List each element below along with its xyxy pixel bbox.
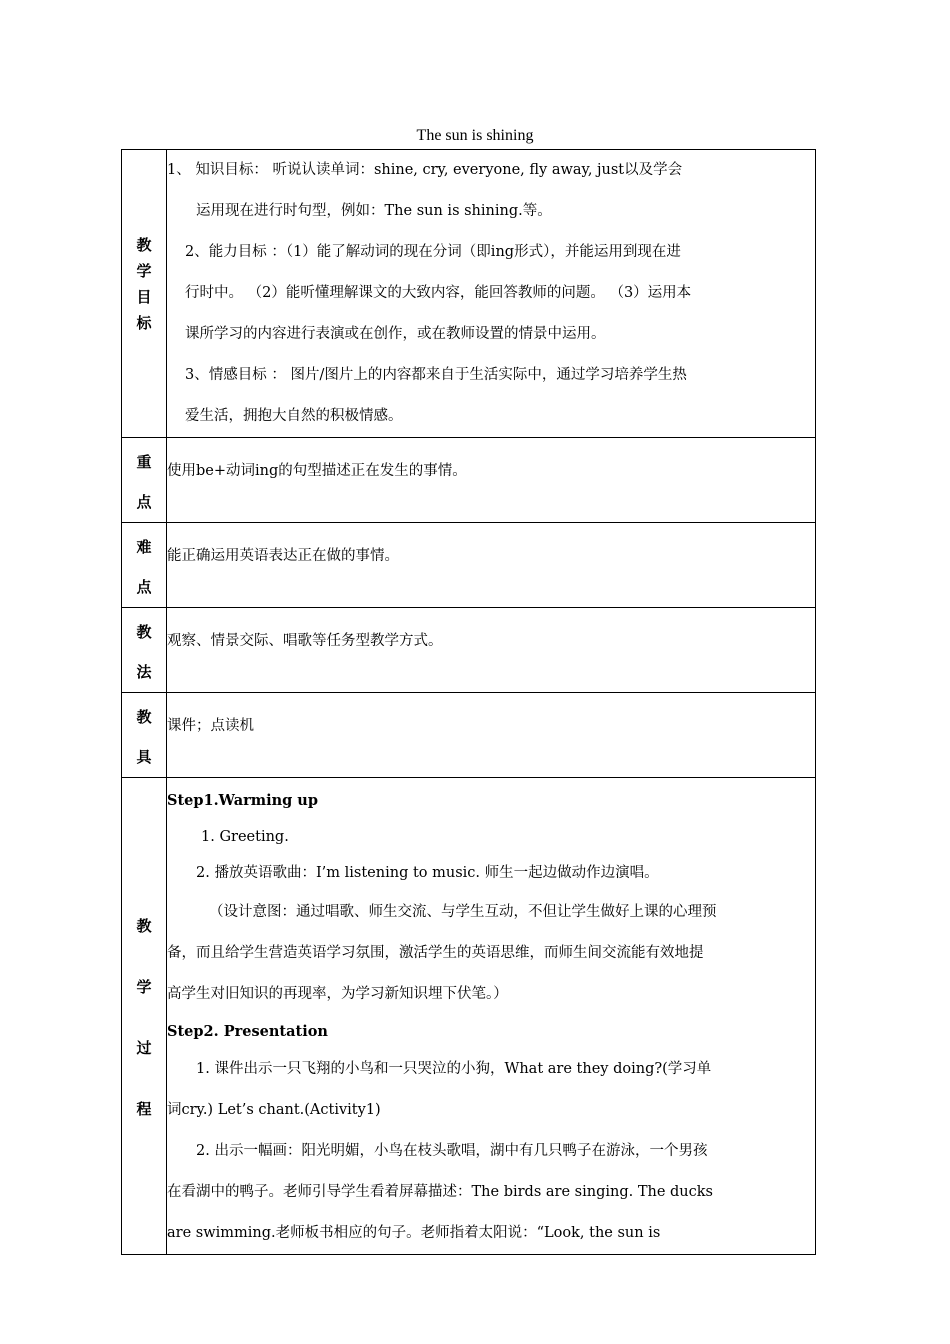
methods-heading <box>122 608 167 693</box>
document-title: The sun is shining <box>416 127 534 144</box>
objective-line: 爱生活，拥抱大自然的积极情感。 <box>185 408 403 424</box>
heading-char: 标 <box>136 314 152 332</box>
heading-char: 难 <box>136 538 152 556</box>
heading-char: 程 <box>136 1100 152 1118</box>
process-line: 词cry.) Let’s chant.(Activity1) <box>167 1102 381 1118</box>
process-row <box>122 778 816 1255</box>
objective-line: 3、情感目标 ： 图片/图片上的内容都来自于生活实际中，通过学习培养学生热 <box>185 367 687 383</box>
heading-char: 目 <box>136 288 152 306</box>
methods-row <box>122 608 816 693</box>
methods-content <box>167 608 816 693</box>
key-points-content <box>167 438 816 523</box>
lesson-plan-table <box>121 149 816 1255</box>
objective-line: 行时中。 （2）能听懂理解课文的大致内容，能回答教师的问题。 （3）运用本 <box>185 285 692 301</box>
process-line: （设计意图：通过唱歌、师生交流、与学生互动，不但让学生做好上课的心理预 <box>209 904 717 920</box>
process-line: 2. 播放英语歌曲：I’m listening to music. 师生一起边做动作边演唱。 <box>196 865 659 881</box>
step-heading: Step1.Warming up <box>167 792 318 809</box>
difficulties-heading <box>122 523 167 608</box>
difficulties-row <box>122 523 816 608</box>
objective-line: 2、能力目标 ：（1）能了解动词的现在分词（即ing形式），并能运用到现在进 <box>185 244 681 260</box>
tools-text: 课件；点读机 <box>167 718 254 734</box>
objectives-row <box>122 150 816 438</box>
process-line: 1. Greeting. <box>201 829 289 845</box>
tools-row <box>122 693 816 778</box>
heading-char: 过 <box>136 1039 152 1057</box>
difficulties-content <box>167 523 816 608</box>
process-line: 高学生对旧知识的再现率，为学习新知识埋下伏笔。） <box>167 986 508 1002</box>
key-points-text: 使用be+动词ing的句型描述正在发生的事情。 <box>167 463 467 479</box>
heading-char: 点 <box>136 578 152 596</box>
objective-line: 课所学习的内容进行表演或在创作，或在教师设置的情景中运用。 <box>185 326 606 342</box>
methods-text: 观察、情景交际、唱歌等任务型教学方式。 <box>167 633 443 649</box>
heading-char: 具 <box>136 748 152 766</box>
heading-char: 教 <box>136 236 152 254</box>
process-line: 1. 课件出示一只飞翔的小鸟和一只哭泣的小狗，What are they doing?(学习单 <box>196 1061 712 1077</box>
heading-char: 学 <box>136 978 152 996</box>
heading-char: 重 <box>136 453 152 471</box>
key-points-heading <box>122 438 167 523</box>
process-heading <box>122 778 167 1255</box>
step-heading: Step2. Presentation <box>167 1023 328 1040</box>
process-line: 2. 出示一幅画：阳光明媚，小鸟在枝头歌唱，湖中有几只鸭子在游泳，一个男孩 <box>196 1143 708 1159</box>
process-line: 备，而且给学生营造英语学习氛围，激活学生的英语思维，而师生间交流能有效地提 <box>167 945 704 961</box>
heading-char: 教 <box>136 708 152 726</box>
heading-char: 法 <box>136 663 152 681</box>
heading-char: 学 <box>136 262 152 280</box>
objective-line: 1、 知识目标： 听说认读单词：shine, cry, everyone, fly away, just以及学会 <box>167 162 683 178</box>
objectives-heading <box>122 150 167 438</box>
objective-line: 运用现在进行时句型，例如：The sun is shining.等。 <box>196 203 552 219</box>
heading-char: 教 <box>136 623 152 641</box>
objectives-content <box>167 150 816 438</box>
heading-char: 教 <box>136 917 152 935</box>
process-line: 在看湖中的鸭子。老师引导学生看着屏幕描述：The birds are singing. The ducks <box>167 1184 713 1200</box>
key-points-row <box>122 438 816 523</box>
difficulties-text: 能正确运用英语表达正在做的事情。 <box>167 548 399 564</box>
heading-char: 点 <box>136 493 152 511</box>
tools-heading <box>122 693 167 778</box>
process-line: are swimming.老师板书相应的句子。老师指着太阳说：“Look, the sun is <box>167 1225 661 1241</box>
tools-content <box>167 693 816 778</box>
process-content <box>167 778 816 1255</box>
